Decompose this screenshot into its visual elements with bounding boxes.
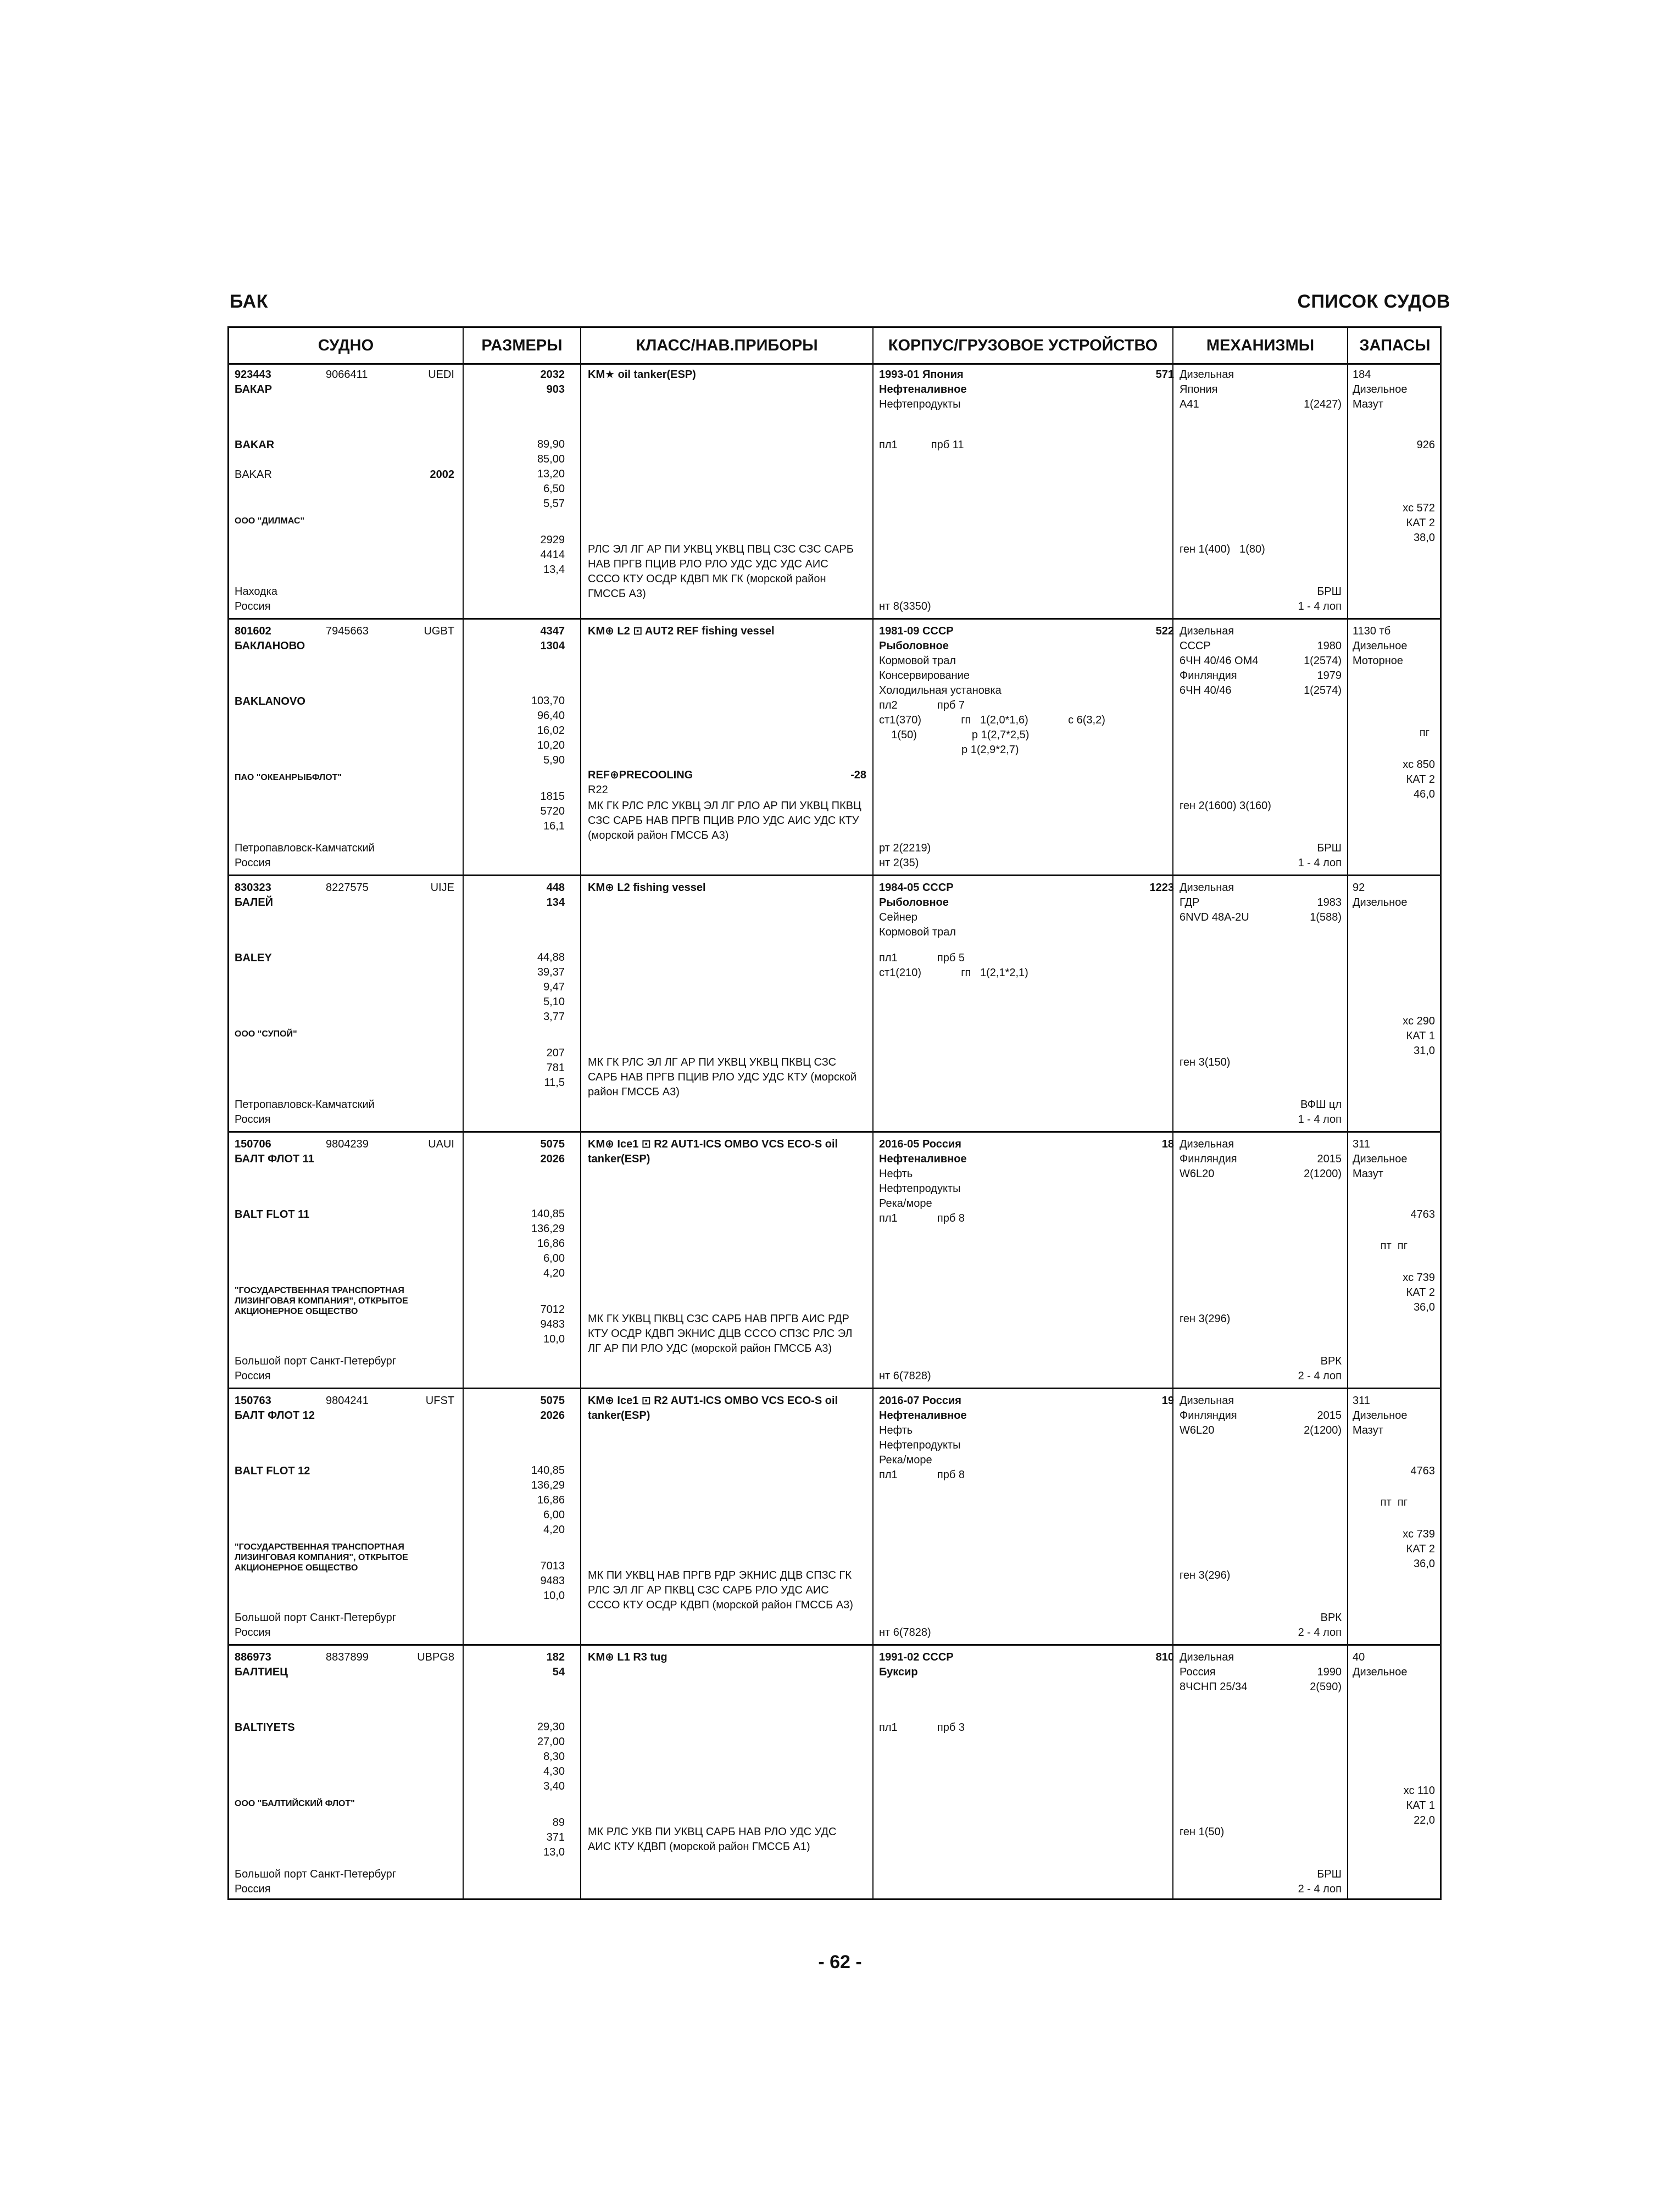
supply-info: 311 bbox=[1353, 1138, 1370, 1150]
class-notation: KM⊕ L2 ⊡ AUT2 REF fishing vessel bbox=[588, 625, 775, 637]
home-port: Находка bbox=[235, 586, 278, 598]
dimension-value: 371 bbox=[546, 1831, 565, 1843]
reg-number: 801602 bbox=[235, 625, 271, 637]
class-notation: KM⊕ L1 R3 tug bbox=[588, 1651, 667, 1663]
cargo-gear: ст1(210) гп 1(2,1*2,1) bbox=[879, 967, 1028, 979]
dimension-value: 4,20 bbox=[543, 1524, 565, 1536]
vessel-entry bbox=[229, 620, 1440, 876]
cargo-gear: пл1 прб 3 bbox=[879, 1722, 965, 1734]
call-sign: UGBT bbox=[424, 625, 454, 637]
vessel-name-latin: BALT FLOT 11 bbox=[235, 1208, 310, 1221]
supply-extra: пт пг bbox=[1380, 1240, 1408, 1252]
class-notation: KM★ oil tanker(ESP) bbox=[588, 369, 696, 381]
supply-extra: пг bbox=[1419, 727, 1429, 739]
list-title: СПИСОК СУДОВ bbox=[1297, 291, 1450, 312]
crew-info: КАТ 2 bbox=[1406, 517, 1435, 529]
machinery-value: 2(1200) bbox=[1304, 1424, 1342, 1436]
owner: "ГОСУДАРСТВЕННАЯ ТРАНСПОРТНАЯ ЛИЗИНГОВАЯ КОМПАНИЯ", ОТКРЫТОЕ АКЦИОНЕРНОЕ ОБЩЕСТВО bbox=[235, 1286, 408, 1316]
dimension-value: 136,29 bbox=[531, 1223, 565, 1235]
dimension-value: 89,90 bbox=[537, 438, 565, 450]
dimension-value: 4,20 bbox=[543, 1267, 565, 1279]
machinery-value: 1990 bbox=[1317, 1666, 1342, 1678]
propeller-blades: 2 - 4 лоп bbox=[1298, 1626, 1342, 1639]
machinery-info: Финляндия bbox=[1180, 670, 1237, 682]
class-notation: KM⊕ Ice1 ⊡ R2 AUT1-ICS OMBO VCS ECO-S oil tanker(ESP) bbox=[588, 1395, 838, 1422]
generators: ген 2(1600) 3(160) bbox=[1180, 800, 1271, 812]
hull-info: Рыболовное bbox=[879, 896, 949, 909]
hull-info: Нефтеналивное bbox=[879, 1153, 967, 1165]
dimension-value: 2032 bbox=[540, 369, 565, 381]
imo-number: 8837899 bbox=[326, 1651, 369, 1663]
machinery-info: 8ЧСНП 25/34 bbox=[1180, 1681, 1248, 1693]
vessel-name-latin: BAKLANOVO bbox=[235, 695, 305, 708]
machinery-info: ГДР bbox=[1180, 896, 1200, 909]
crew-info: 36,0 bbox=[1414, 1558, 1435, 1570]
home-port: Петропавловск-Камчатский bbox=[235, 1099, 375, 1111]
crew-info: 31,0 bbox=[1414, 1045, 1435, 1057]
owner: ПАО "ОКЕАНРЫБФЛОТ" bbox=[235, 773, 342, 782]
dimension-value: 16,02 bbox=[537, 725, 565, 737]
crew-info: КАТ 2 bbox=[1406, 1543, 1435, 1555]
dimension-value: 5,10 bbox=[543, 996, 565, 1008]
dimension-value: 2026 bbox=[540, 1153, 565, 1165]
machinery-info: Дизельная bbox=[1180, 625, 1234, 637]
dimension-value: 16,1 bbox=[543, 820, 565, 832]
nav-equipment: РЛС ЭЛ ЛГ АР ПИ УКВЦ УКВЦ ПВЦ СЗС СЗС САРБ НАВ ПРГВ ПЦИВ РЛО РЛО УДС УДС УДС АИС СССО КТУ ОСДР КДВП МК ГК (морской район ГМССБ А3) bbox=[588, 543, 854, 600]
machinery-info: 6NVD 48A-2U bbox=[1180, 911, 1249, 923]
cargo-gear: пл1 прб 5 bbox=[879, 952, 965, 964]
dimension-value: 3,40 bbox=[543, 1780, 565, 1792]
call-sign: UIJE bbox=[430, 882, 454, 894]
tank-capacity: нт 6(7828) bbox=[879, 1370, 931, 1382]
nav-equipment: МК ГК РЛС ЭЛ ЛГ АР ПИ УКВЦ УКВЦ ПКВЦ СЗС САРБ НАВ ПРГВ ПЦИВ РЛО УДС УДС КТУ (морской район ГМССБ А3) bbox=[588, 1056, 857, 1098]
dimension-value: 182 bbox=[546, 1651, 565, 1663]
section-title: БАК bbox=[230, 291, 268, 312]
vessel-entry bbox=[229, 363, 1440, 620]
home-port: Петропавловск-Камчатский bbox=[235, 842, 375, 854]
hull-info: 1984-05 СССР bbox=[879, 882, 954, 894]
machinery-value: 2(1200) bbox=[1304, 1168, 1342, 1180]
hull-info: 2016-05 Россия bbox=[879, 1138, 961, 1150]
tank-capacity: нт 8(3350) bbox=[879, 600, 931, 612]
reg-number: 150763 bbox=[235, 1395, 271, 1407]
hull-number: 1223 bbox=[1149, 882, 1174, 894]
dimension-value: 5,57 bbox=[543, 498, 565, 510]
dimension-value: 16,86 bbox=[537, 1494, 565, 1506]
dimension-value: 5,90 bbox=[543, 754, 565, 766]
machinery-info: Дизельная bbox=[1180, 1138, 1234, 1150]
vessel-entry bbox=[229, 1646, 1440, 1902]
supply-info: 40 bbox=[1353, 1651, 1365, 1663]
supply-info: Моторное bbox=[1353, 655, 1404, 667]
dimension-value: 13,20 bbox=[537, 468, 565, 480]
machinery-info: Япония bbox=[1180, 383, 1218, 395]
class-notation: KM⊕ L2 fishing vessel bbox=[588, 882, 706, 894]
hull-number: 810 bbox=[1155, 1651, 1174, 1663]
propeller-blades: 2 - 4 лоп bbox=[1298, 1370, 1342, 1382]
dimension-value: 2026 bbox=[540, 1410, 565, 1422]
machinery-info: W6L20 bbox=[1180, 1168, 1215, 1180]
hull-info: Река/море bbox=[879, 1197, 932, 1210]
machinery-value: 2015 bbox=[1317, 1410, 1342, 1422]
machinery-info: Дизельная bbox=[1180, 1651, 1234, 1663]
col-hull: КОРПУС/ГРУЗОВОЕ УСТРОЙСТВО bbox=[888, 337, 1158, 354]
crew-info: хс 572 bbox=[1403, 502, 1435, 514]
crew-info: хс 739 bbox=[1403, 1272, 1435, 1284]
machinery-value: 1(588) bbox=[1310, 911, 1342, 923]
machinery-value: 2(590) bbox=[1310, 1681, 1342, 1693]
machinery-info: Дизельная bbox=[1180, 1395, 1234, 1407]
call-sign: UAUI bbox=[428, 1138, 454, 1150]
flag-country: Россия bbox=[235, 857, 271, 869]
nav-equipment: МК ПИ УКВЦ НАВ ПРГВ РДР ЭКНИС ДЦВ СПЗС ГК РЛС ЭЛ ЛГ АР ПКВЦ СЗС САРБ РЛО УДС АИС СССО КТУ ОСДР КДВП (морской район ГМССБ А3) bbox=[588, 1569, 853, 1611]
home-port: Большой порт Санкт-Петербург bbox=[235, 1612, 397, 1624]
hull-info: Нефть bbox=[879, 1424, 913, 1436]
machinery-value: 1979 bbox=[1317, 670, 1342, 682]
machinery-info: СССР bbox=[1180, 640, 1211, 652]
build-year: 2002 bbox=[430, 469, 454, 481]
dimension-value: 7012 bbox=[540, 1303, 565, 1316]
crew-info: КАТ 2 bbox=[1406, 773, 1435, 786]
imo-number: 8227575 bbox=[326, 882, 369, 894]
dimension-value: 16,86 bbox=[537, 1238, 565, 1250]
hull-info: Река/море bbox=[879, 1454, 932, 1466]
supply-info: Мазут bbox=[1353, 398, 1383, 410]
flag-country: Россия bbox=[235, 600, 271, 612]
reg-number: 886973 bbox=[235, 1651, 271, 1663]
propeller-type: ВФШ цл bbox=[1300, 1099, 1342, 1111]
dimension-value: 13,0 bbox=[543, 1846, 565, 1858]
dimension-value: 39,37 bbox=[537, 966, 565, 978]
dimension-value: 8,30 bbox=[543, 1751, 565, 1763]
call-sign: UEDI bbox=[428, 369, 454, 381]
dimension-value: 4,30 bbox=[543, 1765, 565, 1778]
imo-number: 7945663 bbox=[326, 625, 369, 637]
crew-info: хс 739 bbox=[1403, 1528, 1435, 1540]
col-vessel: СУДНО bbox=[318, 337, 374, 354]
vessel-name: БАКАР bbox=[235, 383, 272, 395]
crew-info: 36,0 bbox=[1414, 1301, 1435, 1313]
hull-info: Рыболовное bbox=[879, 640, 949, 652]
crew-info: 38,0 bbox=[1414, 532, 1435, 544]
dimension-value: 85,00 bbox=[537, 453, 565, 465]
dimension-value: 6,00 bbox=[543, 1509, 565, 1521]
hull-info: Буксир bbox=[879, 1666, 918, 1678]
flag-country: Россия bbox=[235, 1370, 271, 1382]
machinery-value: 1(2574) bbox=[1304, 655, 1342, 667]
dimension-value: 5075 bbox=[540, 1138, 565, 1150]
imo-number: 9066411 bbox=[326, 369, 368, 381]
supply-extra: пт пг bbox=[1380, 1496, 1408, 1508]
machinery-value: 1(2427) bbox=[1304, 398, 1342, 410]
supply-volume: 4763 bbox=[1410, 1465, 1435, 1477]
dimension-value: 10,20 bbox=[537, 739, 565, 751]
hull-number: 522 bbox=[1155, 625, 1174, 637]
supply-info: Мазут bbox=[1353, 1168, 1383, 1180]
crew-info: хс 110 bbox=[1403, 1785, 1435, 1797]
machinery-value: 1983 bbox=[1317, 896, 1342, 909]
machinery-info: Дизельная bbox=[1180, 882, 1234, 894]
dimension-value: 44,88 bbox=[537, 951, 565, 963]
dimension-value: 9483 bbox=[540, 1318, 565, 1330]
owner: "ГОСУДАРСТВЕННАЯ ТРАНСПОРТНАЯ ЛИЗИНГОВАЯ КОМПАНИЯ", ОТКРЫТОЕ АКЦИОНЕРНОЕ ОБЩЕСТВО bbox=[235, 1542, 408, 1573]
propeller-blades: 1 - 4 лоп bbox=[1298, 1113, 1342, 1126]
imo-number: 9804239 bbox=[326, 1138, 369, 1150]
generators: ген 3(296) bbox=[1180, 1313, 1231, 1325]
machinery-info: A41 bbox=[1180, 398, 1199, 410]
machinery-info: Финляндия bbox=[1180, 1153, 1237, 1165]
nav-equipment: МК РЛС УКВ ПИ УКВЦ САРБ НАВ РЛО УДС УДС АИС КТУ КДВП (морской район ГМССБ А1) bbox=[588, 1826, 837, 1853]
vessel-name-latin: BALTIYETS bbox=[235, 1722, 295, 1734]
tank-capacity: нт 6(7828) bbox=[879, 1626, 931, 1639]
crew-info: КАТ 1 bbox=[1406, 1030, 1435, 1042]
supply-volume: 926 bbox=[1416, 439, 1435, 451]
dimension-value: 27,00 bbox=[537, 1736, 565, 1748]
vessel-entry bbox=[229, 876, 1440, 1133]
cargo-gear: 1(50) р 1(2,7*2,5) bbox=[879, 729, 1030, 741]
nav-equipment: МК ГК УКВЦ ПКВЦ СЗС САРБ НАВ ПРГВ АИС РДР КТУ ОСДР КДВП ЭКНИС ДЦВ СССО СПЗС РЛС ЭЛ ЛГ АР ПИ РЛО УДС (морской район ГМССБ А3) bbox=[588, 1313, 853, 1355]
cargo-gear: пл2 прб 7 bbox=[879, 699, 965, 711]
col-class: КЛАСС/НАВ.ПРИБОРЫ bbox=[636, 337, 818, 354]
vessel-entry bbox=[229, 1389, 1440, 1646]
dimension-value: 7013 bbox=[540, 1560, 565, 1572]
dimension-value: 10,0 bbox=[543, 1590, 565, 1602]
dimension-value: 13,4 bbox=[543, 564, 565, 576]
vessel-name: БАЛТИЕЦ bbox=[235, 1666, 288, 1678]
col-dimensions: РАЗМЕРЫ bbox=[481, 337, 563, 354]
dimension-value: 11,5 bbox=[544, 1077, 565, 1089]
propeller-type: ВРК bbox=[1320, 1355, 1342, 1367]
supply-info: 1130 тб bbox=[1353, 625, 1391, 637]
supply-info: Дизельное bbox=[1353, 383, 1408, 395]
dimension-value: 9,47 bbox=[543, 981, 565, 993]
class-extra-value: -28 bbox=[850, 769, 866, 781]
flag-country: Россия bbox=[235, 1626, 271, 1639]
propeller-type: ВРК bbox=[1320, 1612, 1342, 1624]
tank-capacity: нт 2(35) bbox=[879, 857, 919, 869]
vessel-name-latin: BALEY bbox=[235, 952, 272, 964]
machinery-value: 2015 bbox=[1317, 1153, 1342, 1165]
dimension-value: 207 bbox=[546, 1047, 565, 1059]
generators: ген 3(150) bbox=[1180, 1056, 1231, 1068]
owner: ООО "БАЛТИЙСКИЙ ФЛОТ" bbox=[235, 1799, 355, 1808]
dimension-value: 140,85 bbox=[531, 1464, 565, 1477]
dimension-value: 4414 bbox=[540, 549, 565, 561]
vessel-name-latin: BAKAR bbox=[235, 439, 275, 451]
vessel-name-latin: BALT FLOT 12 bbox=[235, 1465, 310, 1477]
supply-info: 184 bbox=[1353, 369, 1371, 381]
machinery-value: 1(2574) bbox=[1304, 684, 1342, 697]
machinery-info: 6ЧН 40/46 ОМ4 bbox=[1180, 655, 1259, 667]
hull-info: Холодильная установка bbox=[879, 684, 1002, 697]
refrigerant: R22 bbox=[588, 784, 608, 796]
dimension-value: 136,29 bbox=[531, 1479, 565, 1491]
crew-info: хс 850 bbox=[1403, 759, 1435, 771]
hull-number: 19 bbox=[1161, 1395, 1174, 1407]
supply-info: Дизельное bbox=[1353, 1666, 1408, 1678]
vessel-name: БАКЛАНОВО bbox=[235, 640, 305, 652]
call-sign: UBPG8 bbox=[417, 1651, 454, 1663]
reg-number: 830323 bbox=[235, 882, 271, 894]
call-sign: UFST bbox=[425, 1395, 454, 1407]
dimension-value: 4347 bbox=[540, 625, 565, 637]
hull-info: Нефтепродукты bbox=[879, 398, 961, 410]
propeller-type: БРШ bbox=[1317, 586, 1342, 598]
dimension-value: 448 bbox=[546, 882, 565, 894]
owner: ООО "ДИЛМАС" bbox=[235, 516, 305, 526]
home-port: Большой порт Санкт-Петербург bbox=[235, 1868, 397, 1880]
reg-number: 150706 bbox=[235, 1138, 271, 1150]
vessel-name: БАЛЕЙ bbox=[235, 896, 274, 909]
crew-info: КАТ 1 bbox=[1406, 1800, 1435, 1812]
propeller-blades: 1 - 4 лоп bbox=[1298, 857, 1342, 869]
imo-number: 9804241 bbox=[326, 1395, 369, 1407]
ship-table bbox=[227, 326, 1442, 1900]
dimension-value: 54 bbox=[552, 1666, 565, 1678]
dimension-value: 3,77 bbox=[543, 1011, 565, 1023]
hull-info: 1981-09 СССР bbox=[879, 625, 954, 637]
supply-volume: 4763 bbox=[1410, 1208, 1435, 1221]
machinery-info: Россия bbox=[1180, 1666, 1216, 1678]
hull-info: 2016-07 Россия bbox=[879, 1395, 961, 1407]
flag-country: Россия bbox=[235, 1113, 271, 1126]
machinery-value: 1980 bbox=[1317, 640, 1342, 652]
hull-info: Нефтепродукты bbox=[879, 1183, 961, 1195]
page-number: - 62 - bbox=[818, 1952, 862, 1973]
dimension-value: 89 bbox=[552, 1817, 565, 1829]
hull-info: Консервирование bbox=[879, 670, 970, 682]
supply-info: 311 bbox=[1353, 1395, 1370, 1407]
hull-number: 18 bbox=[1161, 1138, 1174, 1150]
propeller-blades: 1 - 4 лоп bbox=[1298, 600, 1342, 612]
cargo-gear: ст1(370) гп 1(2,0*1,6) с 6(3,2) bbox=[879, 714, 1105, 726]
dimension-value: 6,00 bbox=[543, 1252, 565, 1264]
machinery-info: 6ЧН 40/46 bbox=[1180, 684, 1232, 697]
hull-info: Кормовой трал bbox=[879, 655, 956, 667]
dimension-value: 1815 bbox=[540, 790, 565, 803]
supply-info: 92 bbox=[1353, 882, 1365, 894]
dimension-value: 103,70 bbox=[531, 695, 565, 707]
hull-info: 1993-01 Япония bbox=[879, 369, 964, 381]
cargo-gear: пл1 прб 11 bbox=[879, 439, 964, 451]
dimension-value: 9483 bbox=[540, 1575, 565, 1587]
vessel-name: БАЛТ ФЛОТ 12 bbox=[235, 1410, 315, 1422]
nav-equipment: МК ГК РЛС РЛС УКВЦ ЭЛ ЛГ РЛО АР ПИ УКВЦ ПКВЦ СЗС САРБ НАВ ПРГВ ПЦИВ РЛО УДС АИС УДС КТУ (морской район ГМССБ А3) bbox=[588, 800, 861, 842]
supply-info: Мазут bbox=[1353, 1424, 1383, 1436]
hull-info: Нефтеналивное bbox=[879, 1410, 967, 1422]
hull-info: Нефтепродукты bbox=[879, 1439, 961, 1451]
hull-info: Нефтеналивное bbox=[879, 383, 967, 395]
hull-info: Сейнер bbox=[879, 911, 918, 923]
vessel-name-latin-alt: BAKAR bbox=[235, 469, 272, 481]
col-supplies: ЗАПАСЫ bbox=[1359, 337, 1431, 354]
dimension-value: 1304 bbox=[540, 640, 565, 652]
owner: ООО "СУПОЙ" bbox=[235, 1029, 297, 1039]
propeller-type: БРШ bbox=[1317, 1868, 1342, 1880]
home-port: Большой порт Санкт-Петербург bbox=[235, 1355, 397, 1367]
hull-info: Нефть bbox=[879, 1168, 913, 1180]
vessel-entry bbox=[229, 1133, 1440, 1389]
tank-capacity: рт 2(2219) bbox=[879, 842, 931, 854]
table-header bbox=[229, 328, 1440, 365]
hull-info: Кормовой трал bbox=[879, 926, 956, 938]
crew-info: 22,0 bbox=[1414, 1814, 1435, 1826]
machinery-info: W6L20 bbox=[1180, 1424, 1215, 1436]
machinery-info: Дизельная bbox=[1180, 369, 1234, 381]
generators: ген 1(400) 1(80) bbox=[1180, 543, 1265, 555]
dimension-value: 2929 bbox=[540, 534, 565, 546]
dimension-value: 781 bbox=[546, 1062, 565, 1074]
supply-info: Дизельное bbox=[1353, 640, 1408, 652]
supply-info: Дизельное bbox=[1353, 1410, 1408, 1422]
cargo-gear: пл1 прб 8 bbox=[879, 1212, 965, 1224]
generators: ген 1(50) bbox=[1180, 1826, 1225, 1838]
flag-country: Россия bbox=[235, 1883, 271, 1895]
crew-info: КАТ 2 bbox=[1406, 1286, 1435, 1299]
hull-info: 1991-02 СССР bbox=[879, 1651, 954, 1663]
dimension-value: 903 bbox=[546, 383, 565, 395]
cargo-gear: пл1 прб 8 bbox=[879, 1469, 965, 1481]
dimension-value: 6,50 bbox=[543, 483, 565, 495]
supply-info: Дизельное bbox=[1353, 896, 1408, 909]
class-extra: REF⊕PRECOOLING bbox=[588, 769, 693, 781]
class-notation: KM⊕ Ice1 ⊡ R2 AUT1-ICS OMBO VCS ECO-S oil tanker(ESP) bbox=[588, 1138, 838, 1165]
crew-info: хс 290 bbox=[1403, 1015, 1435, 1027]
vessel-name: БАЛТ ФЛОТ 11 bbox=[235, 1153, 314, 1165]
supply-info: Дизельное bbox=[1353, 1153, 1408, 1165]
dimension-value: 29,30 bbox=[537, 1721, 565, 1733]
dimension-value: 96,40 bbox=[537, 710, 565, 722]
hull-number: 571 bbox=[1155, 369, 1174, 381]
dimension-value: 140,85 bbox=[531, 1208, 565, 1220]
machinery-info: Финляндия bbox=[1180, 1410, 1237, 1422]
crew-info: 46,0 bbox=[1414, 788, 1435, 800]
propeller-type: БРШ bbox=[1317, 842, 1342, 854]
dimension-value: 10,0 bbox=[543, 1333, 565, 1345]
reg-number: 923443 bbox=[235, 369, 271, 381]
dimension-value: 5720 bbox=[540, 805, 565, 817]
dimension-value: 5075 bbox=[540, 1395, 565, 1407]
generators: ген 3(296) bbox=[1180, 1569, 1231, 1581]
propeller-blades: 2 - 4 лоп bbox=[1298, 1883, 1342, 1895]
cargo-gear: р 1(2,9*2,7) bbox=[879, 744, 1019, 756]
col-machinery: МЕХАНИЗМЫ bbox=[1206, 337, 1315, 354]
dimension-value: 134 bbox=[546, 896, 565, 909]
